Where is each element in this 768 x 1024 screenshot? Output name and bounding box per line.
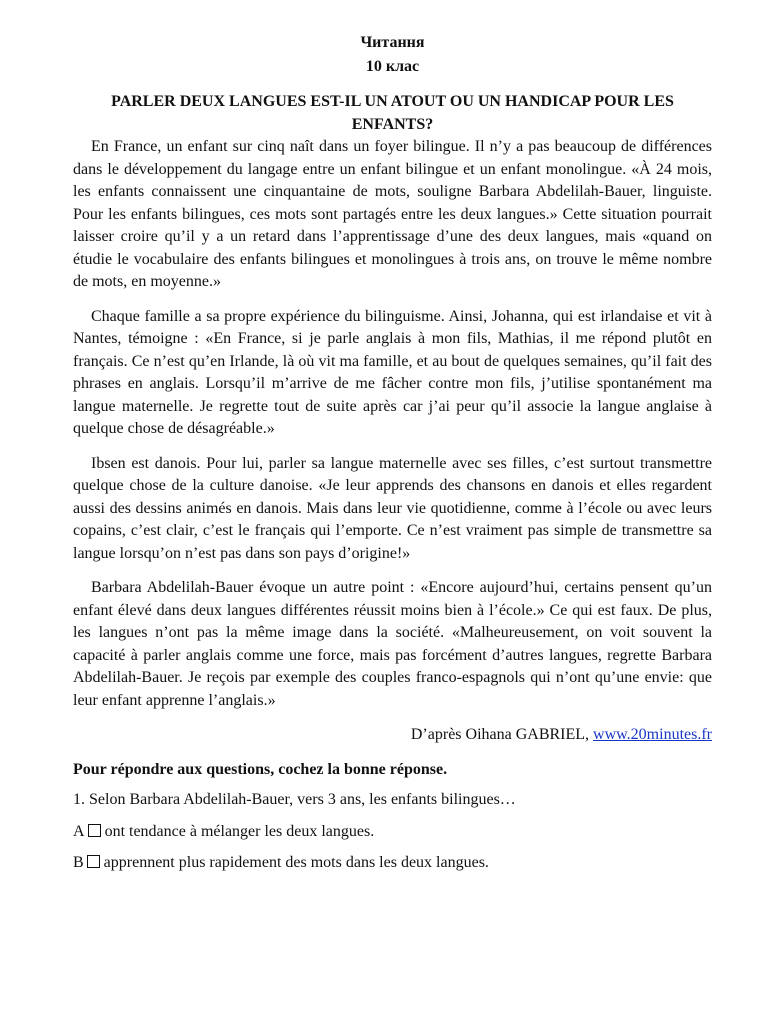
source-prefix: D’après Oihana GABRIEL, bbox=[410, 726, 594, 743]
subject-heading: Читання bbox=[360, 34, 425, 51]
option-a bbox=[73, 821, 712, 844]
option-b-text: apprennent plus rapidement des mots dans les deux langues. bbox=[103, 854, 489, 871]
option-a-text: ont tendance à mélanger les deux langues. bbox=[104, 822, 375, 840]
option-b-checkbox[interactable] bbox=[87, 855, 100, 868]
source-link[interactable]: www.20minutes.fr bbox=[593, 726, 712, 743]
source-attribution bbox=[73, 724, 712, 747]
grade-heading: 10 клас bbox=[365, 57, 420, 75]
paragraph-4: Barbara Abdelilah-Bauer évoque un autre point : «Encore aujourd’hui, certains pensent qu’un enfant élevé dans deux langues différentes réussit moins bien à l’école.» Ce qui est faux. De plus, les langues n’ont pas la même image dans la société. «Malheureusement, on voit souvent la capacité à parler anglais comme une force, mais pas forcément d’autres langues, regrette Barbara Abdelilah-Bauer. Je reçois par exemple des couples franco-espagnols qui n’ont qu’une envie: que leur enfant apprenne l’anglais.» bbox=[73, 579, 712, 709]
option-b bbox=[73, 852, 712, 875]
document-page bbox=[73, 32, 712, 875]
paragraph-2: Chaque famille a sa propre expérience du bilinguisme. Ainsi, Johanna, qui est irlandaise et vit à Nantes, témoigne : «En France, si je parle anglais à mon fils, Mathias, il me répond plutôt en français. Ce n’est qu’en Irlande, là où vit ma famille, et au bout de quelques semaines, qu’il fait des phrases en anglais. Lorsqu’il m’arrive de me fâcher contre mon fils, j’utilise spontanément ma langue maternelle. Je regrette tout de suite après car j’ai peur qu’il associe la langue anglaise à quelque chose de désagréable.» bbox=[73, 307, 712, 437]
question-1: 1. Selon Barbara Abdelilah-Bauer, vers 3 ans, les enfants bilingues… bbox=[73, 791, 516, 808]
option-a-checkbox[interactable] bbox=[88, 824, 101, 837]
article-title: PARLER DEUX LANGUES EST-IL UN ATOUT OU UN HANDICAP POUR LES ENFANTS? bbox=[111, 93, 674, 133]
paragraph-3: Ibsen est danois. Pour lui, parler sa langue maternelle avec ses filles, c’est surtout transmettre quelque chose de la culture danoise. «Je leur apprends des chansons en danois et elles regardent aussi des dessins animés en danois. Mais dans leur vie quotidienne, comme à l’école ou avec leurs copains, c’est clair, c’est le français qui l’emporte. Ce n’est vraiment pas simple de transmettre sa langue lorsqu’on n’est pas dans son pays d’origine!» bbox=[73, 454, 712, 562]
paragraph-1: En France, un enfant sur cinq naît dans un foyer bilingue. Il n’y a pas beaucoup de différences dans le développement du langage entre un enfant bilingue et un enfant monolingue. «À 24 mois, les enfants connaissent une cinquantaine de mots, souligne Barbara Abdelilah-Bauer, linguiste. Pour les enfants bilingues, ces mots sont partagés entre les deux langues.» Cette situation pourrait laisser croire qu’il y a un retard dans l’apprentissage d’une des deux langues, mais «quand on étudie le vocabulaire des enfants bilingues et monolingues à trois ans, on trouve le même nombre de mots, en moyenne.» bbox=[73, 138, 712, 290]
instructions: Pour répondre aux questions, cochez la bonne réponse. bbox=[73, 760, 448, 778]
option-a-letter: A bbox=[73, 822, 85, 840]
option-b-letter: B bbox=[73, 854, 84, 871]
